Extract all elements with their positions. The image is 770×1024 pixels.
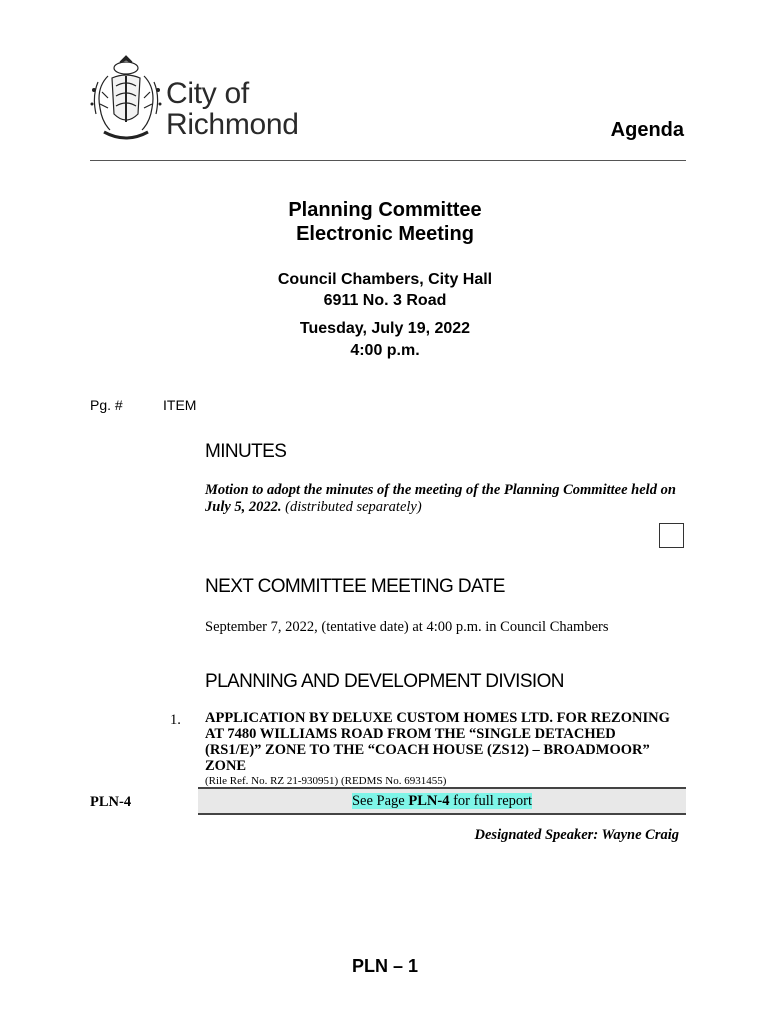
- column-header-page: Pg. #: [90, 397, 123, 413]
- city-crest-logo: [86, 52, 166, 148]
- minutes-motion-text: Motion to adopt the minutes of the meeting of the Planning Committee held on July 5, 2022.: [205, 482, 676, 515]
- meeting-type: Electronic Meeting: [296, 223, 474, 245]
- org-name-line1: City of: [166, 77, 249, 110]
- committee-title: Planning Committee: [288, 199, 482, 221]
- report-link-prefix: See Page: [351, 793, 409, 809]
- meeting-date: Tuesday, July 19, 2022: [299, 320, 471, 337]
- meeting-time: 4:00 p.m.: [350, 342, 420, 359]
- section-heading-planning: PLANNING AND DEVELOPMENT DIVISION: [205, 671, 564, 692]
- header-divider: [90, 160, 686, 161]
- minutes-motion: [205, 482, 685, 516]
- report-link-suffix: for full report: [449, 793, 532, 809]
- doc-type-title: Agenda: [610, 119, 684, 141]
- report-link-page: PLN-4: [408, 793, 450, 809]
- agenda-item-page-ref: PLN-4: [90, 794, 132, 810]
- meeting-location-line2: 6911 No. 3 Road: [323, 292, 447, 309]
- org-name-line2: Richmond: [166, 108, 299, 141]
- next-meeting-text: September 7, 2022, (tentative date) at 4:00 p.m. in Council Chambers: [205, 619, 609, 635]
- section-heading-next-meeting: NEXT COMMITTEE MEETING DATE: [205, 576, 505, 597]
- checkbox-icon[interactable]: [659, 523, 684, 548]
- column-header-item: ITEM: [163, 397, 197, 413]
- section-heading-minutes: MINUTES: [205, 441, 287, 462]
- agenda-item-title: APPLICATION BY DELUXE CUSTOM HOMES LTD. FOR REZONING AT 7480 WILLIAMS ROAD FROM THE “SINGLE DETACHED (RS1/E)” ZONE TO THE “COACH HOUSE (ZS12) – BROADMOOR” ZONE: [205, 710, 670, 774]
- page-number-footer: PLN – 1: [351, 956, 419, 976]
- org-name: [166, 78, 299, 140]
- agenda-item-number: 1.: [170, 712, 181, 728]
- minutes-note: (distributed separately): [285, 499, 422, 515]
- agenda-item-file-ref: (Rile Ref. No. RZ 21-930951) (REDMS No. 6931455): [205, 775, 447, 787]
- report-link-bar: [198, 787, 686, 815]
- report-link[interactable]: [198, 793, 686, 810]
- designated-speaker: Designated Speaker: Wayne Craig: [474, 827, 679, 843]
- meeting-location-line1: Council Chambers, City Hall: [277, 271, 493, 288]
